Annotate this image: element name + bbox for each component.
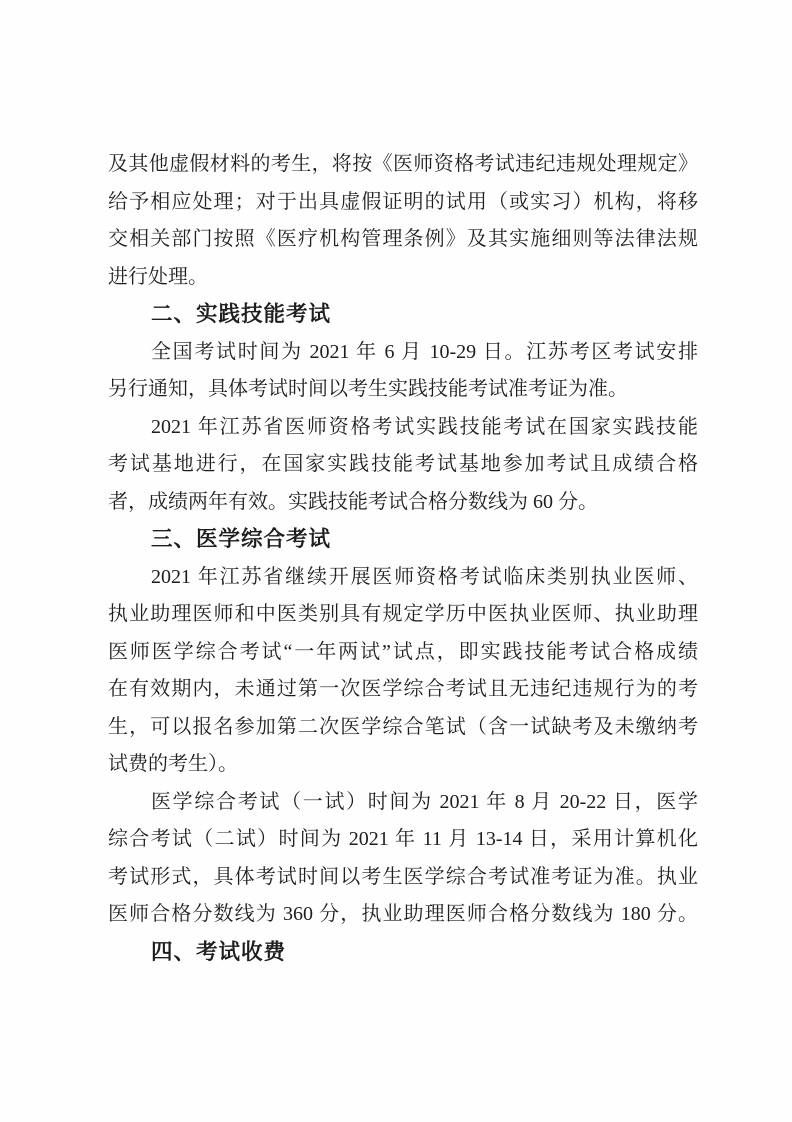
section-heading-text: 三、医学综合考试 [151, 527, 332, 551]
text-line: 进行处理。 [108, 265, 208, 288]
text-line: 在有效期内，未通过第一次医学综合考试且无违纪违规行为的考 [108, 678, 698, 700]
paragraph [108, 146, 698, 296]
text-line: 医师医学综合考试“一年两试”试点，即实践技能考试合格成绩 [108, 640, 698, 663]
section-heading-text: 四、考试收费 [151, 939, 287, 964]
text-line: 考试形式，具体考试时间以考生医学综合考试准考证为准。执业 [108, 865, 698, 888]
paragraph [108, 784, 698, 934]
document-body [108, 146, 698, 971]
section-heading-text: 二、实践技能考试 [151, 302, 332, 326]
section-heading [108, 521, 698, 559]
text-line: 2021 年江苏省医师资格考试实践技能考试在国家实践技能 [151, 415, 698, 438]
text-line: 交相关部门按照《医疗机构管理条例》及其实施细则等法律法规 [108, 228, 698, 250]
text-line: 执业助理医师和中医类别具有规定学历中医执业医师、执业助理 [108, 603, 698, 625]
text-line: 考试基地进行，在国家实践技能考试基地参加考试且成绩合格 [108, 453, 698, 475]
text-line: 给予相应处理；对于出具虚假证明的试用（或实习）机构，将移 [108, 190, 698, 213]
text-line: 及其他虚假材料的考生，将按《医师资格考试违纪违规处理规定》 [108, 153, 698, 175]
text-line: 综合考试（二试）时间为 2021 年 11 月 13-14 日，采用计算机化 [108, 828, 698, 850]
text-line: 生，可以报名参加第二次医学综合笔试（含一试缺考及未缴纳考 [108, 715, 698, 738]
paragraph [108, 559, 698, 784]
text-line: 医师合格分数线为 360 分，执业助理医师合格分数线为 180 分。 [108, 903, 698, 925]
text-line: 医学综合考试（一试）时间为 2021 年 8 月 20-22 日，医学 [151, 790, 698, 813]
text-line: 全国考试时间为 2021 年 6 月 10-29 日。江苏考区考试安排 [151, 340, 698, 363]
section-heading [108, 296, 698, 334]
section-heading [108, 934, 698, 972]
paragraph [108, 409, 698, 522]
text-line: 另行通知，具体考试时间以考生实践技能考试准考证为准。 [108, 378, 628, 400]
text-line: 2021 年江苏省继续开展医师资格考试临床类别执业医师、 [151, 565, 698, 588]
paragraph [108, 334, 698, 409]
text-line: 者，成绩两年有效。实践技能考试合格分数线为 60 分。 [108, 490, 598, 513]
text-line: 试费的考生）。 [108, 753, 238, 775]
